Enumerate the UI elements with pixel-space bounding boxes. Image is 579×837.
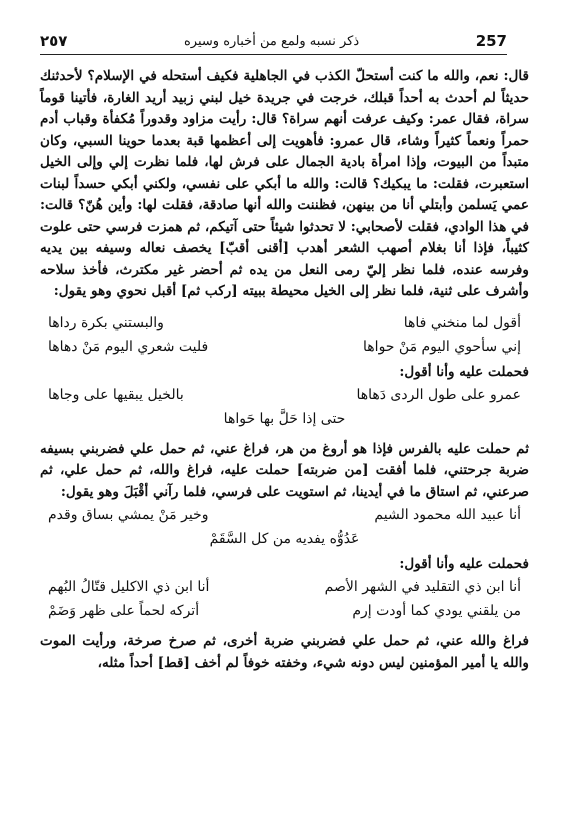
- verse-intro: فحملت عليه وأنا أقول:: [399, 556, 529, 572]
- verse-line: [48, 311, 521, 335]
- page-number-arabic: ٢٥٧: [40, 32, 68, 50]
- hemistich: أنا ابن ذي التقليد في الشهر الأصم: [324, 579, 521, 595]
- verse-line: [48, 599, 521, 623]
- running-title: ذكر نسبه ولمع من أخباره وسيره: [184, 33, 360, 49]
- hemistich: من يلقني يودي كما أودت إرم: [352, 603, 521, 619]
- paragraph: فراغ والله عني، ثم حمل علي فضربني ضربة أخرى، ثم صرخ صرخة، ورأيت الموت والله يا أمير المؤمنين ليس دونه شيء، وخفته خوفاً لم أخف [قط] أحداً مثله،: [40, 633, 529, 671]
- hemistich: بالخيل يبقيها على وجاها: [48, 386, 184, 403]
- verse-line: [48, 335, 521, 359]
- verse-line: [48, 503, 521, 527]
- verse-intro: فحملت عليه وأنا أقول:: [399, 363, 529, 380]
- page-number-latin: 257: [475, 32, 507, 50]
- page-header: [40, 30, 507, 55]
- paragraph: ثم حملت عليه بالفرس فإذا هو أروغ من هر، فراغ عني، ثم حمل علي فضربني بسيفه ضربة جرحتني، فلما أفقت [من ضربته] حملت عليه، فراغ والله، ثم حمل علي، ثم صرعني، ثم استاق ما في أيدينا، ثم استويت على فرسي، فلما رآني أقْبَلَ وهو يقول:: [40, 440, 529, 500]
- hemistich: أنا ابن ذي الاكليل قتّالُ البُهم: [48, 579, 210, 595]
- hemistich: عَدُوُّه يفديه من كل السَّقَمْ: [209, 531, 360, 547]
- hemistich: فليت شعري اليوم مَنْ دهاها: [48, 338, 209, 355]
- verse-line: [48, 575, 521, 599]
- hemistich: أنا عبيد الله محمود الشيم: [374, 507, 521, 523]
- verse-line-centered: [48, 527, 521, 551]
- verse-line: [48, 383, 521, 407]
- hemistich: عمرو على طول الردى دَهاها: [356, 386, 521, 403]
- verse-line-centered: [48, 407, 521, 431]
- hemistich: أقول لما منخني فاها: [403, 314, 521, 331]
- hemistich: والبستني بكرة رداها: [48, 314, 164, 331]
- hemistich: حتى إذا حَلَّ بها حَواها: [223, 410, 346, 427]
- page-body: [40, 66, 529, 674]
- hemistich: وخير مَنْ يمشي بساق وقدم: [48, 507, 209, 523]
- hemistich: أتركه لحماً على ظهر وَضَمْ: [48, 603, 200, 619]
- hemistich: إني سأحوي اليوم مَنْ حواها: [363, 338, 521, 355]
- paragraph: قال: نعم، والله ما كنت أستحلّ الكذب في الجاهلية فكيف أستحله في الإسلام؟ لأحدثنك حديثاً لم أحدث به أحداً قبلك، خرجت في جريدة خيل لبني زبيد أريد الغارة، فأتينا قوماً سراة، فقال عمر: وكيف عرفت أنهم سراة؟ قال: رأيت مزاود وقدوراً مُكفأة وقباب أدم حمراً ونعماً كثيراً وشاء، قال عمرو: فأهويت إلى أعظمها قبة بعدما حوينا السبي، وكان متبداً من البيوت، وإذا امرأة بادية الجمال على فرش لها، فلما نظرت إلي وإلى الخيل استعبرت، فقلت: ما يبكيك؟ قالت: والله ما أبكي على نفسي، ولكني أبكي حسداً لبنات عمي يَسلمن وأبتلي أنا من بينهن، فظننت والله أنها صادقة، فقلت لها: وأين هُنّ؟ قالت: في هذا الوادي، فقلت لأصحابي: لا تحدثوا شيئاً حتى آتيكم، ثم همزت فرسي حتى علوت كثيباً، فإذا أنا بغلام أصهب الشعر أهدب [أقنى أقبّ] يخصف نعاله وسيفه بين يديه وفرسه عنده، فلما نظر إليّ رمى النعل من يده ثم أحضر غير مكترث، فأخذ سلاحه وأشرف على ثنية، فلما نظر إلى الخيل محيطة ببيته [ركب ثم] أقبل نحوي وهو يقول:: [40, 68, 529, 299]
